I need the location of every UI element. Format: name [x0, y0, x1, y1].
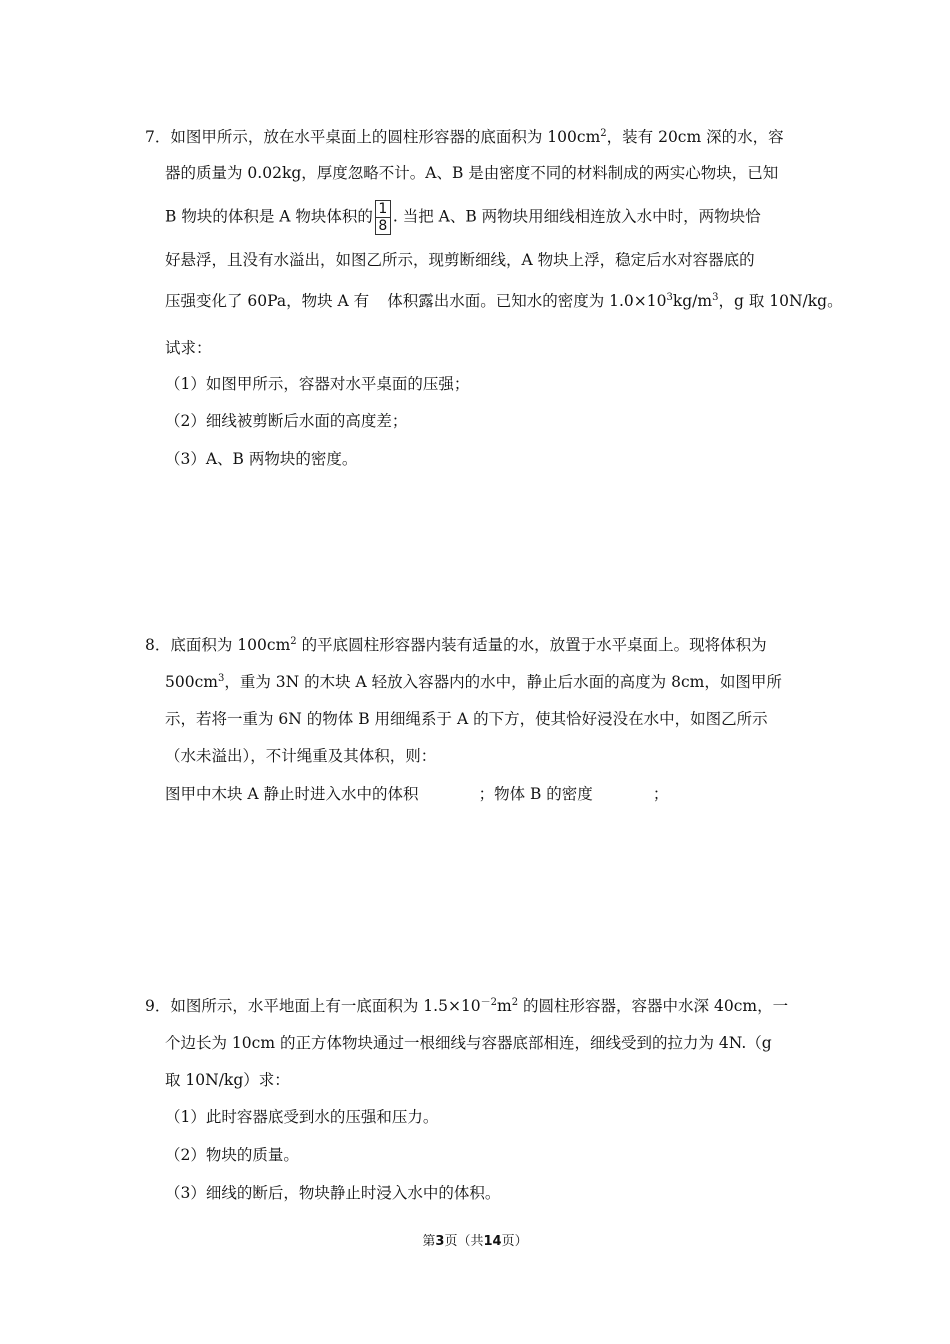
page-total: 14 [483, 1234, 502, 1249]
q7-line-5: 压强变化了 60Pa，物块 A 有 体积露出水面。已知水的密度为 $1.0\times 10^3kg/m^3$，g 取 10N/kg。 [165, 292, 843, 310]
q9-line-3: 取 10N/kg）求： [165, 1071, 290, 1089]
fraction-one-eighth: $\frac{1}{8}$ [375, 200, 391, 235]
q7-sub-1: （1）如图甲所示，容器对水平桌面的压强； [165, 375, 470, 393]
q9-sub-3: （3）细线的断后，物块静止时浸入水中的体积。 [165, 1184, 501, 1202]
q7-line-4: 好悬浮，且没有水溢出，如图乙所示，现剪断细线，A 物块上浮，稳定后水对容器底的 [165, 251, 755, 269]
q9-line-2: 个边长为 10cm 的正方体物块通过一根细线与容器底部相连，细线受到的拉力为 4N.（g [165, 1034, 772, 1052]
q8-line-2: $500cm^3$，重为 3N 的木块 A 轻放入容器内的水中，静止后水面的高度为 8cm，如图甲所 [165, 673, 782, 691]
q7-line-3: B 物块的体积是 A 物块体积的 $\frac{1}{8}$ . 当把 A、B 两物块用细线相连放入水中时，两物块恰 [165, 201, 761, 234]
q7-sub-2: （2）细线被剪断后水面的高度差； [165, 412, 408, 430]
q8-number: 8． [145, 636, 171, 654]
q7-ask: 试求： [165, 339, 212, 357]
q8-line-5: 图甲中木块 A 静止时进入水中的体积 ；物体 B 的密度 ； [165, 785, 669, 803]
q8-line-4: （水未溢出），不计绳重及其体积，则： [165, 747, 437, 765]
q8-line-1: 8．底面积为 $100cm^2$ 的平底圆柱形容器内装有适量的水，放置于水平桌面上。现将体积为 [145, 636, 767, 654]
q8-line-3: 示，若将一重为 6N 的物体 B 用细绳系于 A 的下方，使其恰好浸没在水中，如图乙所示 [165, 710, 768, 728]
q7-line-1: 7．如图甲所示，放在水平桌面上的圆柱形容器的底面积为 $100cm^2$，装有 20cm 深的水，容 [145, 128, 784, 146]
q7-sub-3: （3）A、B 两物块的密度。 [165, 450, 358, 468]
q9-sub-2: （2）物块的质量。 [165, 1146, 299, 1164]
q9-line-1: 9．如图所示，水平地面上有一底面积为 $1.5\times 10^{-2}m^2$ 的圆柱形容器，容器中水深 40cm，一 [145, 997, 789, 1015]
q9-number: 9． [145, 997, 171, 1015]
page-number: 3 [435, 1234, 445, 1249]
q9-sub-1: （1）此时容器底受到水的压强和压力。 [165, 1108, 439, 1126]
page-footer: 第3页（共14页） [422, 1234, 528, 1249]
q7-line-2: 器的质量为 0.02kg，厚度忽略不计。A、B 是由密度不同的材料制成的两实心物块，已知 [165, 164, 779, 182]
q7-number: 7． [145, 128, 171, 146]
